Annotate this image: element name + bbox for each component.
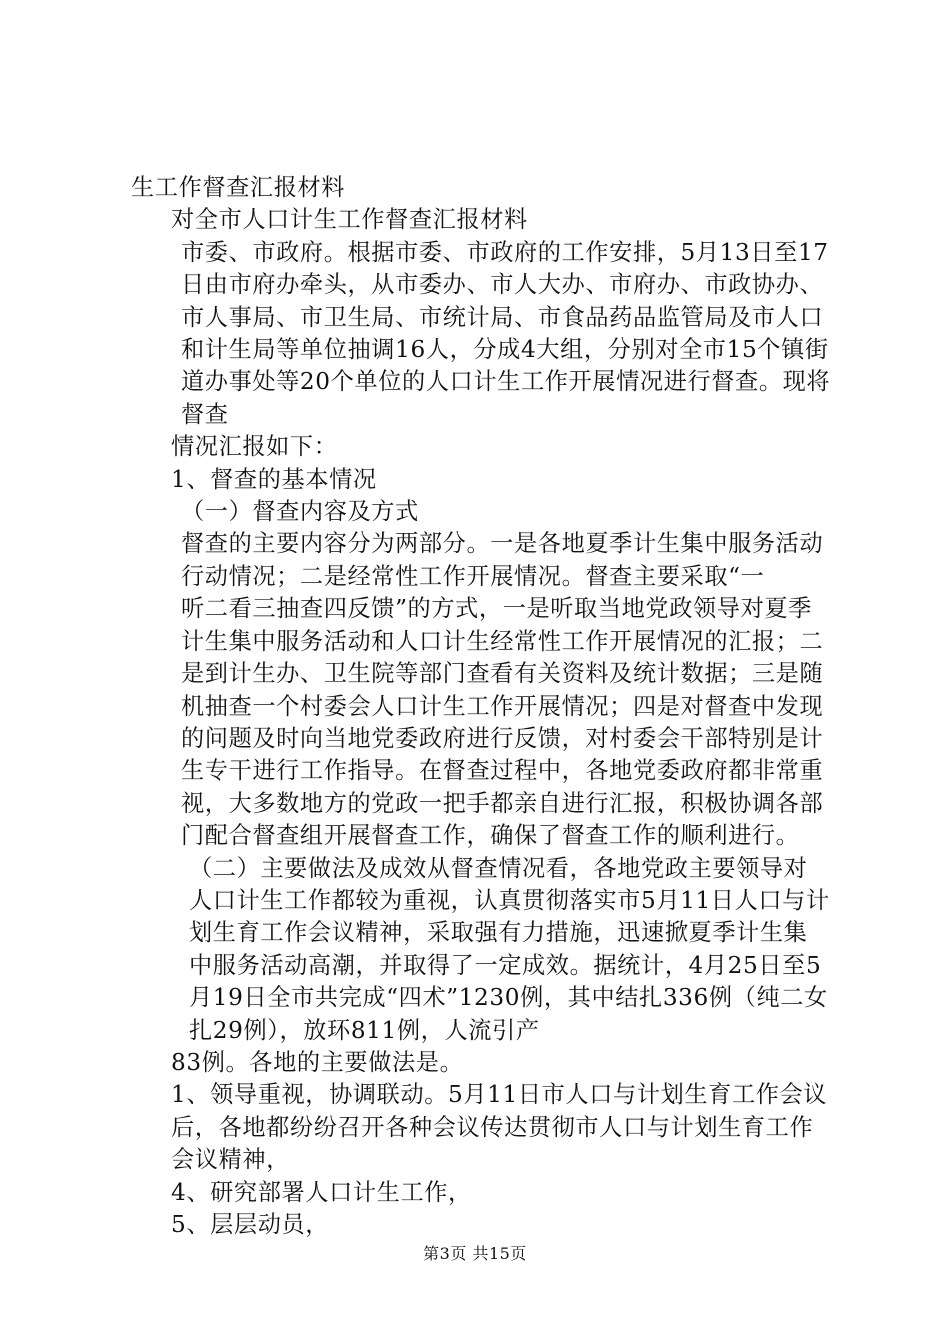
title-fragment: 生工作督查汇报材料 bbox=[131, 174, 346, 201]
section-heading-1: 1、督查的基本情况 bbox=[171, 465, 377, 493]
paragraph-intro: 市委、市政府。根据市委、市政府的工作安排，5月13日至17日由市府办牵头，从市委办、市人大办、市府办、市政协办、市人事局、市卫生局、市统计局、市食品药品监管局及市人口和计生局等单位抽调16人，分成4大组，分别对全市15个镇街道办事处等20个单位的人口计生工作开展情况进行督查。现将督查 bbox=[181, 238, 831, 428]
paragraph-practice-1: 1、领导重视，协调联动。5月11日市人口与计划生育工作会议后，各地都纷纷召开各种会议传达贯彻市人口与计划生育工作会议精神， bbox=[171, 1081, 828, 1174]
paragraph-intro-continued: 情况汇报如下： bbox=[171, 433, 338, 461]
paragraph-content: 督查的主要内容分为两部分。一是各地夏季计生集中服务活动行动情况；二是经常性工作开展情况。督查主要采取“一 bbox=[181, 530, 824, 590]
subsection-heading-1: （一）督查内容及方式 bbox=[181, 498, 419, 526]
document-title: 对全市人口计生工作督查汇报材料 bbox=[171, 206, 528, 234]
paragraph-method: 听二看三抽查四反馈”的方式，一是听取当地党政领导对夏季计生集中服务活动和人口计生经常性工作开展情况的汇报；二是到计生办、卫生院等部门查看有关资料及统计数据；三是随机抽查一个村委会人口计生工作开展情况；四是对督查中发现的问题及时向当地党委政府进行反馈，对村委会干部特别是计生专干进行工作指导。在督查过程中，各地党委政府都非常重视，大多数地方的党政一把手都亲自进行汇报，积极协调各部门配合督查组开展督查工作，确保了督查工作的顺利进行。 bbox=[181, 595, 824, 850]
paragraph-practice-5: 5、层层动员， bbox=[171, 1211, 330, 1238]
paragraph-results-continued: 83例。各地的主要做法是。 bbox=[171, 1048, 464, 1076]
paragraph-practice-4: 4、研究部署人口计生工作， bbox=[171, 1178, 472, 1206]
paragraph-results: （二）主要做法及成效从督查情况看，各地党政主要领导对人口计生工作都较为重视，认真贯彻落实市5月11日人口与计划生育工作会议精神，采取强有力措施，迅速掀夏季计生集中服务活动高潮，并取得了一定成效。据统计，4月25日至5月19日全市共完成“四术”1230例，其中结扎336例（纯二女扎29例），放环811例，人流引产 bbox=[189, 854, 830, 1044]
document-body bbox=[131, 172, 831, 1241]
page-number-footer: 第3页 共15页 bbox=[423, 1244, 527, 1263]
